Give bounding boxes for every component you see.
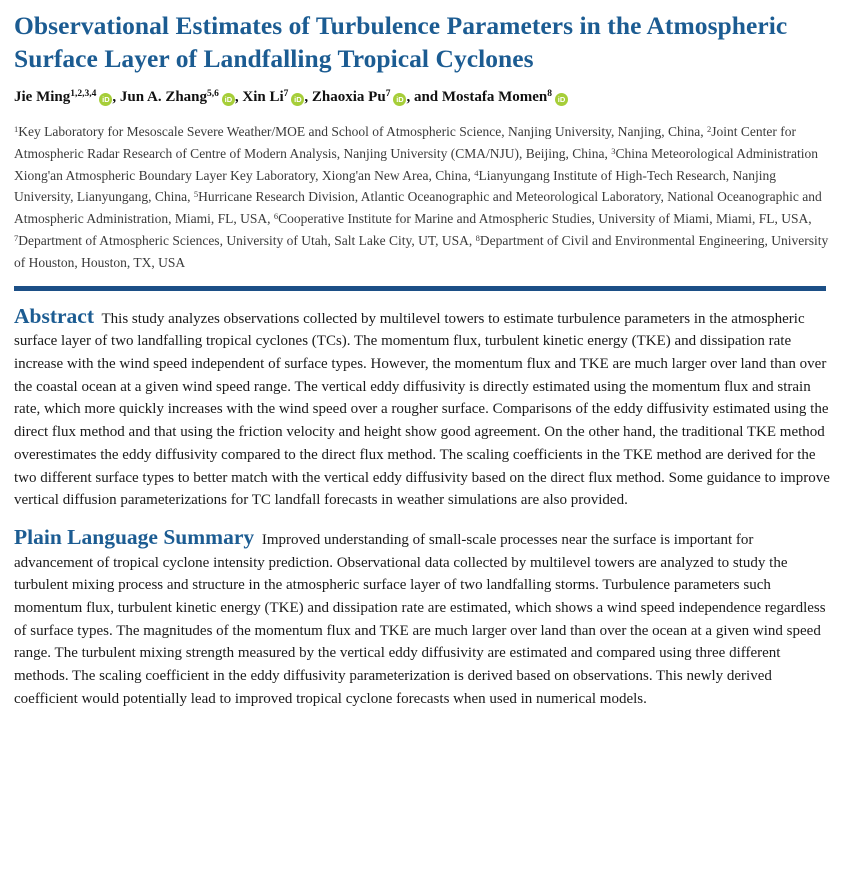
author-separator: , and bbox=[406, 89, 442, 105]
author-name: Jie Ming bbox=[14, 89, 71, 105]
abstract-text: This study analyzes observations collected by multilevel towers to estimate turbulence parameters in the atmospheric surface layer of two landfalling tropical cyclones (TCs). The momentum flux, turbulent kinetic energy (TKE) and dissipation rate increase with the wind speed independent of surface types. However, the momentum flux and TKE are much larger over land than over the coastal ocean at a given wind speed range. The vertical eddy diffusivity is directly estimated using the momentum flux and strain rate, which more quickly increases with the wind speed over a rougher surface. Comparisons of the eddy diffusivity estimated using the direct flux method and that using the friction velocity and height show good agreement. On the other hand, the traditional TKE method overestimates the eddy diffusivity compared to the direct flux method. The scaling coefficients in the TKE method are derived for the two different surface types to better match with the vertical eddy diffusivity based on the direct flux method. Some guidance to improve vertical diffusion parameterizations for TC landfall forecasts in weather simulations are also provided. bbox=[14, 310, 830, 509]
affiliation-text: Cooperative Institute for Marine and Atmospheric Studies, University of Miami, Miami, FL, USA, bbox=[278, 211, 812, 227]
affiliation-marker: 3 bbox=[611, 145, 616, 156]
affiliations bbox=[14, 121, 834, 274]
affiliation-text: Joint Center for Atmospheric Radar Research of Centre of Modern Analysis, Nanjing University (CMA/NJU), Beijing, China, bbox=[14, 124, 796, 161]
author-affiliation-marker: 7 bbox=[283, 89, 289, 99]
abstract-heading: Abstract bbox=[14, 303, 95, 328]
orcid-icon[interactable]: iD bbox=[291, 93, 304, 106]
orcid-icon[interactable]: iD bbox=[555, 93, 568, 106]
author-name: Jun A. Zhang bbox=[119, 89, 208, 105]
author-name: Mostafa Momen bbox=[441, 89, 548, 105]
affiliation-marker: 1 bbox=[14, 124, 19, 134]
affiliation-text: Lianyungang Institute of High-Tech Research, Nanjing University, Lianyungang, China, bbox=[14, 167, 776, 205]
orcid-icon[interactable]: iD bbox=[393, 93, 406, 106]
affiliation-marker: 5 bbox=[193, 189, 199, 200]
author-affiliation-marker: 5,6 bbox=[207, 89, 219, 99]
affiliation-marker: 6 bbox=[273, 211, 279, 222]
author-separator: , bbox=[304, 89, 312, 105]
affiliation-text: Key Laboratory for Mesoscale Severe Weather/MOE and School of Atmospheric Science, Nanjing University, Nanjing, China, bbox=[18, 124, 707, 139]
orcid-icon[interactable]: iD bbox=[99, 93, 112, 106]
plain-language-summary-text: Improved understanding of small-scale processes near the surface is important for advancement of tropical cyclone intensity prediction. Observational data collected by multilevel towers are analyzed to study the turbulent mixing process and structure in the atmospheric surface layer of two landfalling storms. Turbulence parameters such momentum flux, turbulent kinetic energy (TKE) and dissipation rate are estimated, which shows a wind speed independence regardless of surface types. The magnitudes of the momentum flux and TKE are much larger over land than over the ocean at a given wind speed range. The turbulent mixing strength measured by the vertical eddy diffusivity are estimated and compared using three different methods. The scaling coefficient in the eddy diffusivity parameterization is derived based on observations. This newly derived coefficient would potentially lead to improved tropical cyclone forecasts when used in numerical models. bbox=[14, 531, 826, 707]
author-list bbox=[14, 87, 834, 107]
author-name: Zhaoxia Pu bbox=[311, 89, 386, 105]
affiliation-text: Department of Atmospheric Sciences, University of Utah, Salt Lake City, UT, USA, bbox=[18, 232, 476, 248]
abstract-section bbox=[14, 305, 834, 512]
affiliation-marker: 8 bbox=[475, 232, 480, 243]
affiliation-text: China Meteorological Administration Xiong'an Atmospheric Boundary Layer Key Laboratory, Xiong'an New Area, China, bbox=[14, 145, 818, 183]
affiliation-text: Hurricane Research Division, Atlantic Oceanographic and Meteorological Laboratory, National Oceanographic and Atmospheric Administration, Miami, FL, USA, bbox=[14, 189, 822, 227]
author-separator: , bbox=[112, 89, 120, 105]
affiliation-marker: 4 bbox=[474, 167, 479, 178]
plain-language-summary-section bbox=[14, 526, 834, 711]
paper-title: Observational Estimates of Turbulence Parameters in the Atmospheric Surface Layer of Landfalling Tropical Cyclones bbox=[14, 11, 788, 73]
author-affiliation-marker: 7 bbox=[385, 89, 391, 99]
section-divider bbox=[14, 286, 826, 291]
author-name: Xin Li bbox=[242, 89, 284, 105]
affiliation-marker: 7 bbox=[14, 232, 19, 243]
orcid-icon[interactable]: iD bbox=[222, 93, 235, 106]
author-affiliation-marker: 8 bbox=[547, 89, 553, 99]
author-affiliation-marker: 1,2,3,4 bbox=[70, 89, 97, 99]
affiliation-text: Department of Civil and Environmental Engineering, University of Houston, Houston, TX, USA bbox=[14, 232, 829, 270]
affiliation-marker: 2 bbox=[706, 124, 712, 134]
plain-language-summary-heading: Plain Language Summary bbox=[14, 524, 255, 549]
author-separator: , bbox=[234, 89, 243, 105]
